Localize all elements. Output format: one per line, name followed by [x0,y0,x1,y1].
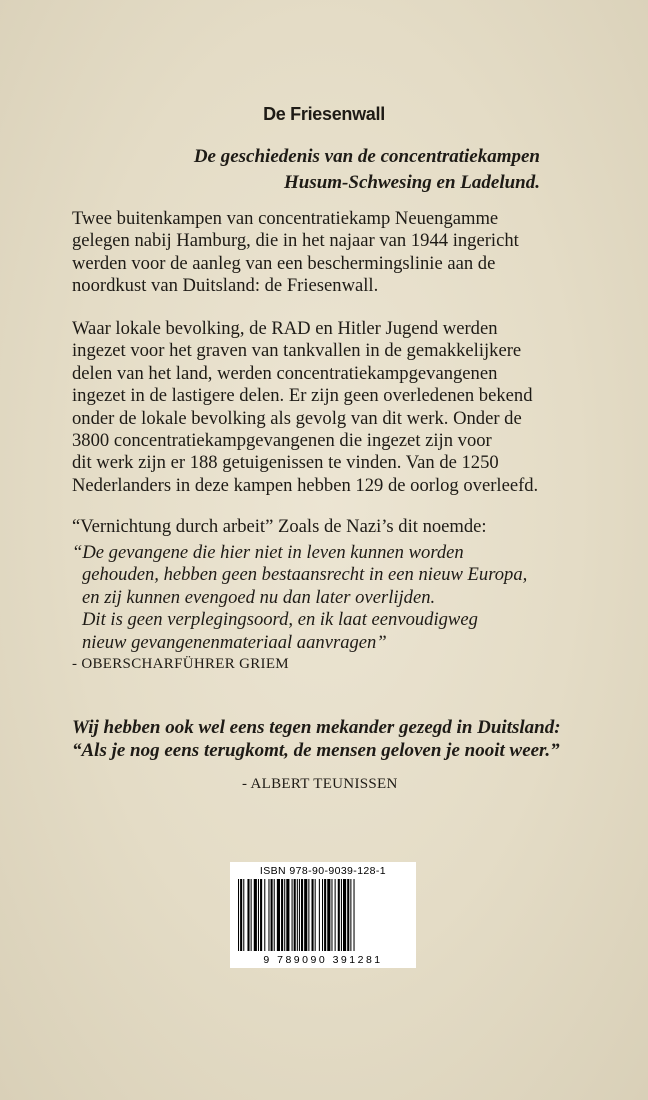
paragraph-line: Nederlanders in deze kampen hebben 129 de oorlog overleefd. [72,474,539,496]
barcode-digits: 9 789090 391281 [263,954,383,966]
paragraph-line: noordkust van Duitsland: de Friesenwall. [72,275,379,297]
closing-attribution: - ALBERT TEUNISSEN [242,776,398,792]
quote-line: en zij kunnen evengoed nu dan later overlijden. [82,586,436,608]
quote-line: gehouden, hebben geen bestaansrecht in een nieuw Europa, [82,564,528,586]
barcode-bars [236,879,410,951]
paragraph-history [72,318,592,497]
quote-line: Dit is geen verplegingsoord, en ik laat eenvoudigweg [82,609,478,631]
quote-attribution: - OBERSCHARFÜHRER GRIEM [72,656,289,672]
isbn-barcode [230,862,416,968]
paragraph-line: dit werk zijn er 188 getuigenissen te vinden. Van de 1250 [72,452,499,474]
closing-quote-line: Wij hebben ook wel eens tegen mekander gezegd in Duitsland: [72,717,561,738]
paragraph-line: onder de lokale bevolking als gevolg van dit werk. Onder de [72,407,522,429]
quote-line: “De gevangene die hier niet in leven kunnen worden [72,542,464,563]
subtitle-line: Husum-Schwesing en Ladelund. [283,172,540,193]
paragraph-line: gelegen nabij Hamburg, die in het najaar van 1944 ingericht [72,230,519,252]
paragraph-intro [72,208,592,298]
isbn-label: ISBN 978-90-9039-128-1 [259,865,387,877]
closing-quote-line: “Als je nog eens terugkomt, de mensen geloven je nooit weer.” [72,740,560,761]
griem-quote [72,542,592,654]
quote-line: nieuw gevangenenmateriaal aanvragen” [82,631,387,653]
paragraph-line: ingezet in de lastigere delen. Er zijn geen overledenen bekend [72,385,533,407]
paragraph-line: Waar lokale bevolking, de RAD en Hitler Jugend werden [72,318,498,339]
paragraph-line: ingezet voor het graven van tankvallen in de gemakkelijkere [72,340,522,362]
closing-quote [72,716,612,762]
back-cover-heading: De Friesenwall [263,104,385,124]
subtitle-line: De geschiedenis van de concentratiekampen [193,146,540,167]
paragraph-line: werden voor de aanleg van een beschermingslinie aan de [72,252,496,274]
quote-intro-line: “Vernichtung durch arbeit” Zoals de Nazi’s dit noemde: [72,516,487,537]
paragraph-line: Twee buitenkampen van concentratiekamp Neuengamme [72,208,499,229]
paragraph-line: delen van het land, werden concentratiekampgevangenen [72,362,498,384]
paragraph-line: 3800 concentratiekampgevangenen die ingezet zijn voor [72,430,492,452]
subtitle [120,144,540,196]
